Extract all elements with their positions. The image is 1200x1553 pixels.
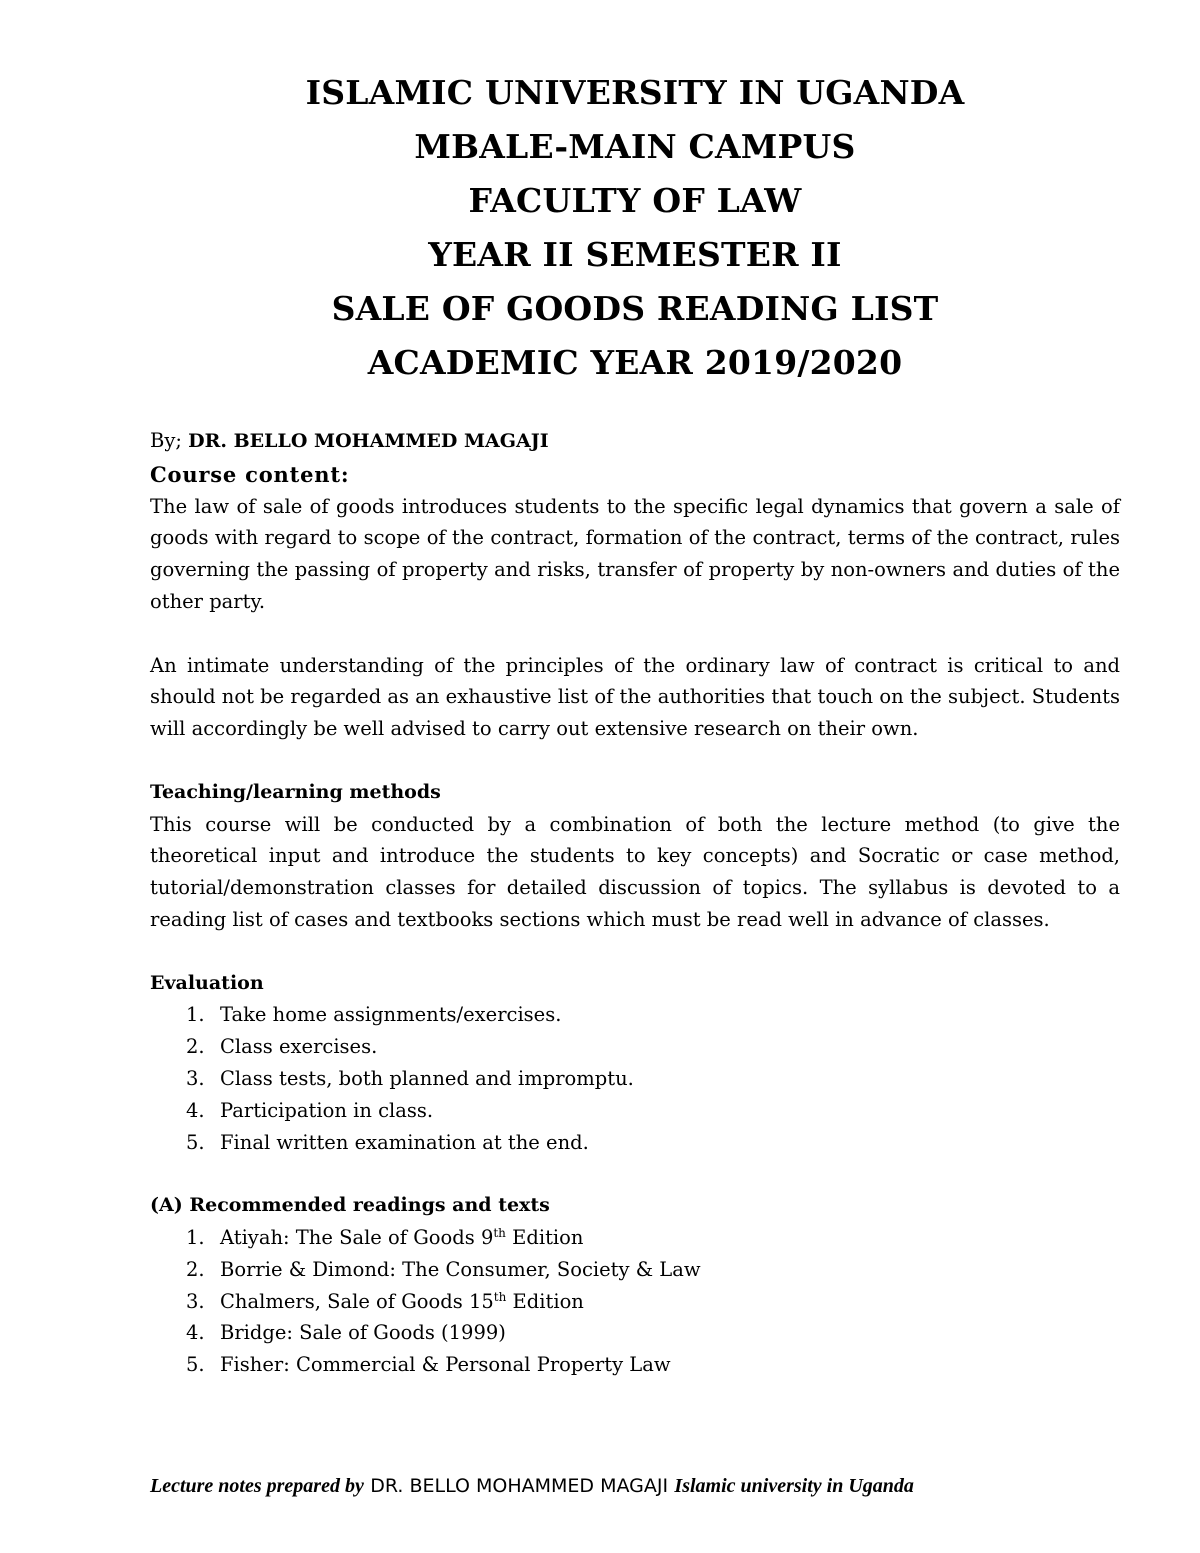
document-header: [0, 66, 1200, 390]
document-body: [150, 425, 1120, 1381]
superscript: th: [493, 1225, 506, 1240]
spacer: [150, 936, 1120, 968]
list-item: [150, 1127, 1120, 1159]
list-text: Borrie & Dimond: The Consumer, Society & Law: [220, 1257, 701, 1281]
course-content-paragraph-1: The law of sale of goods introduces students to the specific legal dynamics that govern a sale of goods with regard to scope of the contract, formation of the contract, terms of the contract, rules governing the passing of property and risks, transfer of property by non-owners and duties of the other party.: [150, 494, 1120, 613]
superscript: th: [493, 1289, 507, 1304]
list-text: Atiyah: The Sale of Goods 9: [220, 1225, 494, 1249]
recommended-readings-list: [150, 1222, 1120, 1381]
list-text: Class tests, both planned and impromptu.: [220, 1066, 634, 1090]
list-item: [150, 1286, 1120, 1318]
list-item: [150, 1254, 1120, 1286]
spacer: [150, 618, 1120, 650]
list-number: 2.: [186, 1035, 205, 1059]
list-text-suffix: Edition: [505, 1225, 584, 1249]
list-text: Bridge: Sale of Goods (1999): [220, 1321, 506, 1345]
list-text-suffix: Edition: [506, 1289, 584, 1313]
list-number: 5.: [186, 1353, 205, 1377]
course-content-heading: Course content:: [150, 461, 350, 487]
byline: [150, 425, 1120, 458]
evaluation-list: [150, 999, 1120, 1158]
list-number: 4.: [186, 1321, 205, 1345]
document-title: SALE OF GOODS READING LIST: [331, 289, 939, 328]
byline-prefix: By;: [150, 429, 189, 452]
teaching-methods-heading: Teaching/learning methods: [150, 780, 441, 803]
list-text: Take home assignments/exercises.: [220, 1003, 562, 1027]
list-number: 4.: [186, 1098, 205, 1122]
academic-year: ACADEMIC YEAR 2019/2020: [367, 343, 903, 382]
faculty-name: FACULTY OF LAW: [468, 181, 802, 220]
list-number: 3.: [186, 1066, 205, 1090]
course-content-paragraph-2: An intimate understanding of the principles of the ordinary law of contract is critical to and should not be regarded as an exhaustive list of the authorities that touch on the subject. Students will accordingly be well advised to carry out extensive research on their own.: [150, 653, 1120, 741]
list-item: [150, 1222, 1120, 1254]
teaching-methods-paragraph: This course will be conducted by a combination of both the lecture method (to give the theoretical input and introduce the students to key concepts) and Socratic or case method, tutorial/demonstration classes for detailed discussion of topics. The syllabus is devoted to a reading list of cases and textbooks sections which must be read well in advance of classes.: [150, 812, 1120, 931]
year-semester: YEAR II SEMESTER II: [428, 235, 842, 274]
footer-prepared-by: Lecture notes prepared by: [150, 1475, 364, 1497]
byline-author: DR. BELLO MOHAMMED MAGAJI: [188, 430, 549, 452]
list-text: Participation in class.: [220, 1098, 434, 1122]
footer-author: DR. BELLO MOHAMMED MAGAJI: [370, 1475, 669, 1497]
recommended-readings-heading: (A) Recommended readings and texts: [150, 1194, 550, 1217]
list-text: Fisher: Commercial & Personal Property Law: [220, 1353, 671, 1377]
spacer: [150, 1158, 1120, 1190]
list-number: 1.: [186, 1225, 205, 1249]
list-number: 5.: [186, 1130, 205, 1154]
campus-name: MBALE-MAIN CAMPUS: [414, 127, 856, 166]
university-name: ISLAMIC UNIVERSITY IN UGANDA: [305, 73, 965, 112]
list-item: [150, 1063, 1120, 1095]
list-item: [150, 1031, 1120, 1063]
footer-institution: Islamic university in Uganda: [674, 1475, 914, 1497]
page-footer: [150, 1473, 1110, 1498]
list-item: [150, 1317, 1120, 1349]
list-item: [150, 999, 1120, 1031]
spacer: [150, 745, 1120, 777]
list-number: 2.: [186, 1257, 205, 1281]
list-item: [150, 1349, 1120, 1381]
evaluation-heading: Evaluation: [150, 971, 264, 994]
list-text: Class exercises.: [220, 1035, 378, 1059]
list-text: Chalmers, Sale of Goods 15: [220, 1289, 494, 1313]
list-number: 1.: [186, 1003, 205, 1027]
list-item: [150, 1095, 1120, 1127]
list-number: 3.: [186, 1289, 205, 1313]
list-text: Final written examination at the end.: [220, 1130, 589, 1154]
